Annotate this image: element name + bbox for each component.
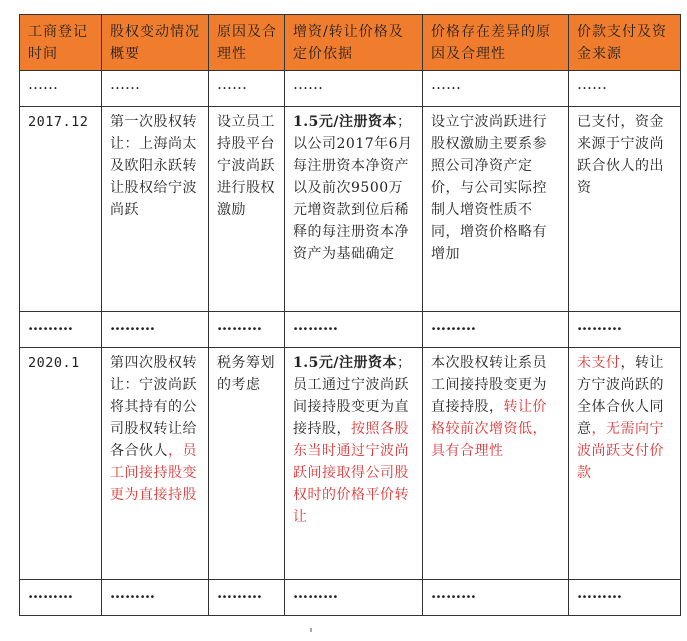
ellipsis-row [20,71,681,107]
header-registration-time: 工商登记时间 [20,15,102,71]
scan-mark [310,628,312,632]
ellipsis-row [20,580,681,616]
highlight-text: ，无需向宁波尚跃支付价款 [577,421,664,481]
ellipsis-cell: ……… [423,580,569,616]
highlight-text: 未支付 [577,355,621,371]
ellipsis-cell: ……… [569,580,681,616]
ellipsis-cell: ……… [20,312,102,348]
ellipsis-cell: ……… [20,580,102,616]
summary-cell: 第一次股权转让：上海尚太及欧阳永跃转让股权给宁波尚跃 [102,107,209,312]
ellipsis-cell: ……… [285,580,423,616]
reason-cell: 设立员工持股平台宁波尚跃进行股权激励 [209,107,285,312]
ellipsis-cell: ……… [209,580,285,616]
ellipsis-cell: …… [102,71,209,107]
difference-cell: 本次股权转让系员工间接持股变更为直接持股，转让价格较前次增资低，具有合理性 [423,348,569,580]
price-value: 1.5元/注册资本 [293,355,397,371]
highlight-text: ，员工间接持股变更为直接持股 [110,443,197,503]
payment-cell: 已支付，资金来源于宁波尚跃合伙人的出资 [569,107,681,312]
header-reason: 原因及合理性 [209,15,285,71]
price-cell [285,107,423,312]
payment-cell: 未支付，转让方宁波尚跃的全体合伙人同意，无需向宁波尚跃支付价款 [569,348,681,580]
ellipsis-cell: …… [20,71,102,107]
price-value: 1.5元/注册资本 [293,114,397,130]
header-price-basis: 增资/转让价格及定价依据 [285,15,423,71]
ellipsis-cell: ……… [102,580,209,616]
ellipsis-cell: …… [209,71,285,107]
difference-cell: 设立宁波尚跃进行股权激励主要系参照公司净资产定价，与公司实际控制人增资性质不同，增资价格略有增加 [423,107,569,312]
header-payment-source: 价款支付及资金来源 [569,15,681,71]
ellipsis-cell: ……… [423,312,569,348]
share-change-table [19,14,681,616]
summary-cell: 第四次股权转让：宁波尚跃将其持有的公司股权转让给各合伙人，员工间接持股变更为直接持股 [102,348,209,580]
ellipsis-cell: …… [569,71,681,107]
table-row-2017 [20,107,681,312]
price-cell: 1.5元/注册资本；员工通过宁波尚跃间接持股变更为直接持股，按照各股东当时通过宁波尚跃间接取得公司股权时的价格平价转让 [285,348,423,580]
date-cell: 2017.12 [20,107,102,312]
header-price-difference: 价格存在差异的原因及合理性 [423,15,569,71]
price-basis-text: ；以公司2017年6月每注册资本净资产以及前次9500万元增资款到位后稀释的每注册资本净资产为基础确定 [293,114,413,262]
date-cell: 2020.1 [20,348,102,580]
table-row-2020 [20,348,681,580]
header-change-summary: 股权变动情况概要 [102,15,209,71]
header-row [20,15,681,71]
ellipsis-cell: …… [285,71,423,107]
highlight-text: 转让价格较前次增资低，具有合理性 [431,399,547,459]
reason-cell: 税务筹划的考虑 [209,348,285,580]
ellipsis-cell: ……… [209,312,285,348]
ellipsis-cell: ……… [285,312,423,348]
ellipsis-cell: ……… [569,312,681,348]
highlight-text: 按照各股东当时通过宁波尚跃间接取得公司股权时的价格平价转让 [293,421,409,525]
ellipsis-row [20,312,681,348]
ellipsis-cell: ……… [102,312,209,348]
ellipsis-cell: …… [423,71,569,107]
